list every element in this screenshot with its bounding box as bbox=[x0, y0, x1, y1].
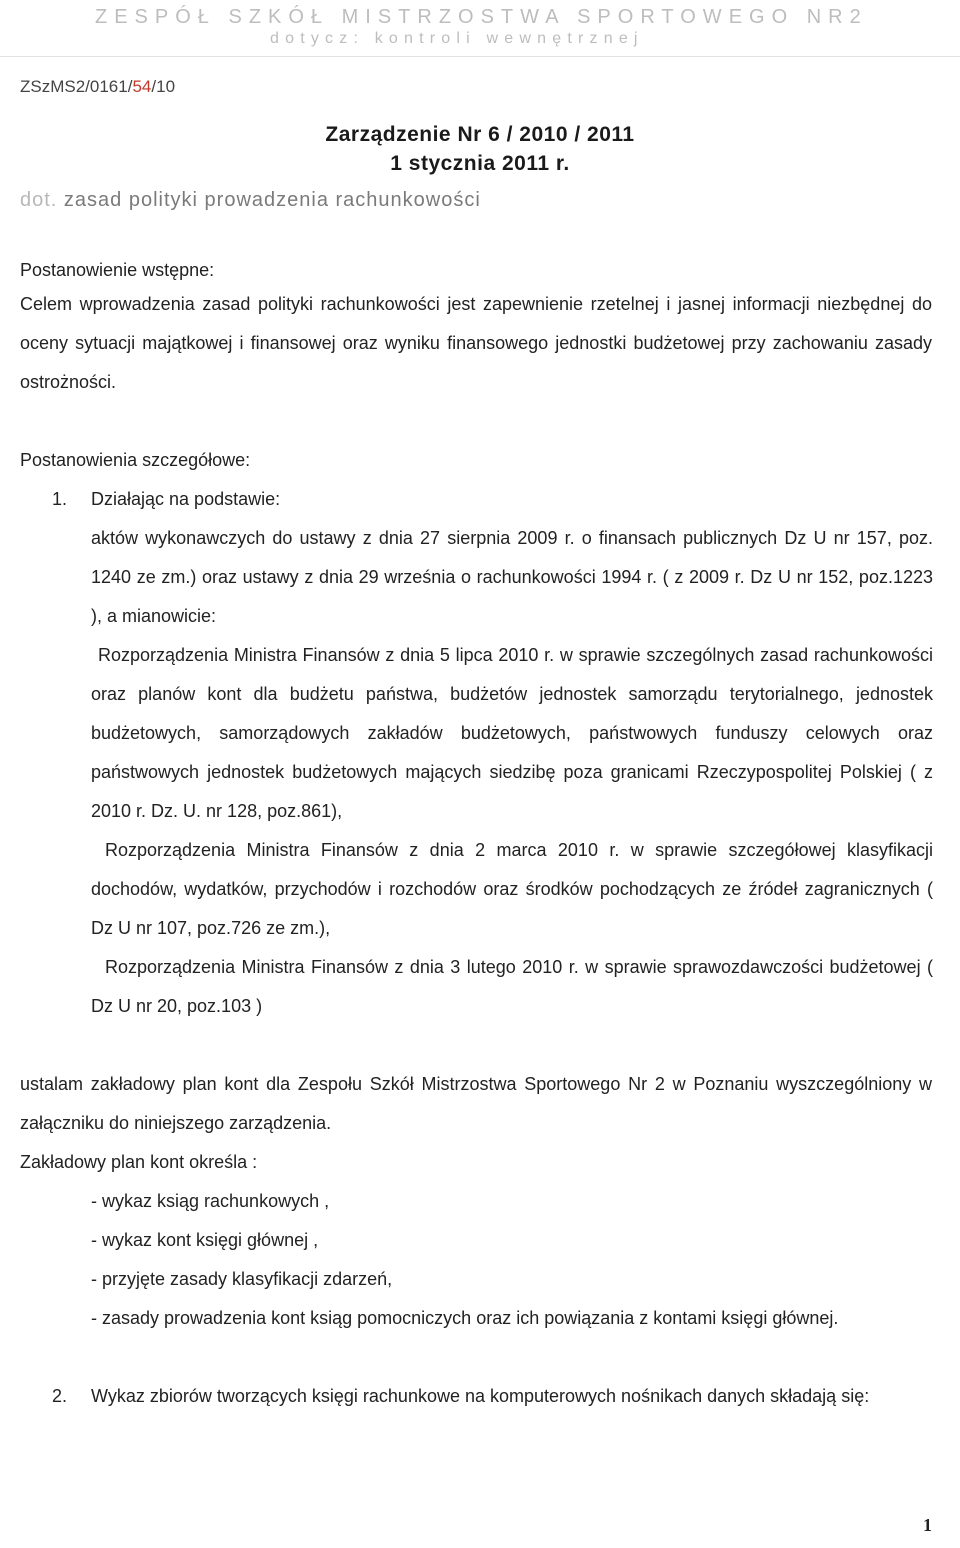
plan-list-item: - wykaz kont księgi głównej , bbox=[91, 1230, 319, 1250]
reference-prefix: ZSzMS2/0161/ bbox=[20, 77, 133, 96]
details-heading: Postanowienia szczegółowe: bbox=[20, 450, 251, 470]
subject-text: zasad polityki prowadzenia rachunkowości bbox=[57, 189, 481, 211]
reference-separator: / bbox=[151, 77, 157, 96]
reference-number: 54 bbox=[132, 77, 152, 96]
school-header: ZESPÓŁ SZKÓŁ MISTRZOSTWA SPORTOWEGO NR2 bbox=[95, 6, 868, 28]
title-line-1: Zarządzenie Nr 6 / 2010 / 2011 bbox=[325, 123, 635, 146]
reference-year: 10 bbox=[156, 77, 176, 96]
plan-list-item: - przyjęte zasady klasyfikacji zdarzeń, bbox=[91, 1269, 393, 1289]
item-1-number: 1. bbox=[52, 489, 68, 509]
header-subtitle: dotycz: kontroli wewnętrznej bbox=[270, 30, 644, 47]
plan-list-lead: Zakładowy plan kont określa : bbox=[20, 1152, 258, 1172]
document-subject bbox=[20, 189, 481, 212]
document-reference bbox=[20, 77, 175, 97]
item-2-number: 2. bbox=[52, 1386, 68, 1406]
plan-list-item: - zasady prowadzenia kont ksiąg pomocniczych oraz ich powiązania z kontami księgi głównej. bbox=[91, 1308, 839, 1328]
item-1-lead: Działając na podstawie: bbox=[91, 489, 281, 509]
regulation-1: Rozporządzenia Ministra Finansów z dnia 5 lipca 2010 r. w sprawie szczególnych zasad rachunkowości oraz planów kont dla budżetu państwa, budżetów jednostek samorządu terytorialnego, jednostek budżetowych, samorządowych zakładów budżetowych, państwowych funduszy celowych oraz państwowych jednostek budżetowych mających siedzibę poza granicami Rzeczypospolitej Polskiej ( z 2010 r. Dz. U. nr 128, poz.861), bbox=[91, 645, 933, 821]
document-title bbox=[0, 120, 960, 178]
regulation-2: Rozporządzenia Ministra Finansów z dnia 2 marca 2010 r. w sprawie szczegółowej klasyfikacji dochodów, wydatków, przychodów i rozchodów oraz środków pochodzących ze źródeł zagranicznych ( Dz U nr 107, poz.726 ze zm.), bbox=[91, 840, 933, 938]
plan-list-item: - wykaz ksiąg rachunkowych , bbox=[91, 1191, 330, 1211]
title-line-2: 1 stycznia 2011 r. bbox=[390, 152, 570, 175]
legal-acts-text: aktów wykonawczych do ustawy z dnia 27 sierpnia 2009 r. o finansach publicznych Dz U nr 157, poz. 1240 ze zm.) oraz ustawy z dnia 29 września o rachunkowości 1994 r. ( z 2009 r. Dz U nr 152, poz.1223 ), a mianowicie: bbox=[91, 528, 933, 626]
preamble-heading: Postanowienie wstępne: bbox=[20, 260, 215, 280]
subject-prefix: dot. bbox=[20, 189, 58, 211]
decision-text: ustalam zakładowy plan kont dla Zespołu Szkół Mistrzostwa Sportowego Nr 2 w Poznaniu wyszczególniony w załączniku do niniejszego zarządzenia. bbox=[20, 1074, 932, 1133]
regulation-3: Rozporządzenia Ministra Finansów z dnia 3 lutego 2010 r. w sprawie sprawozdawczości budżetowej ( Dz U nr 20, poz.103 ) bbox=[91, 957, 933, 1016]
item-2-text: Wykaz zbiorów tworzących księgi rachunkowe na komputerowych nośnikach danych składają się: bbox=[91, 1386, 870, 1406]
header-divider bbox=[0, 56, 960, 57]
page-number: 1 bbox=[923, 1515, 932, 1535]
preamble-text: Celem wprowadzenia zasad polityki rachunkowości jest zapewnienie rzetelnej i jasnej informacji niezbędnej do oceny sytuacji majątkowej i finansowej oraz wyniku finansowego jednostki budżetowej przy zachowaniu zasady ostrożności. bbox=[20, 294, 932, 392]
